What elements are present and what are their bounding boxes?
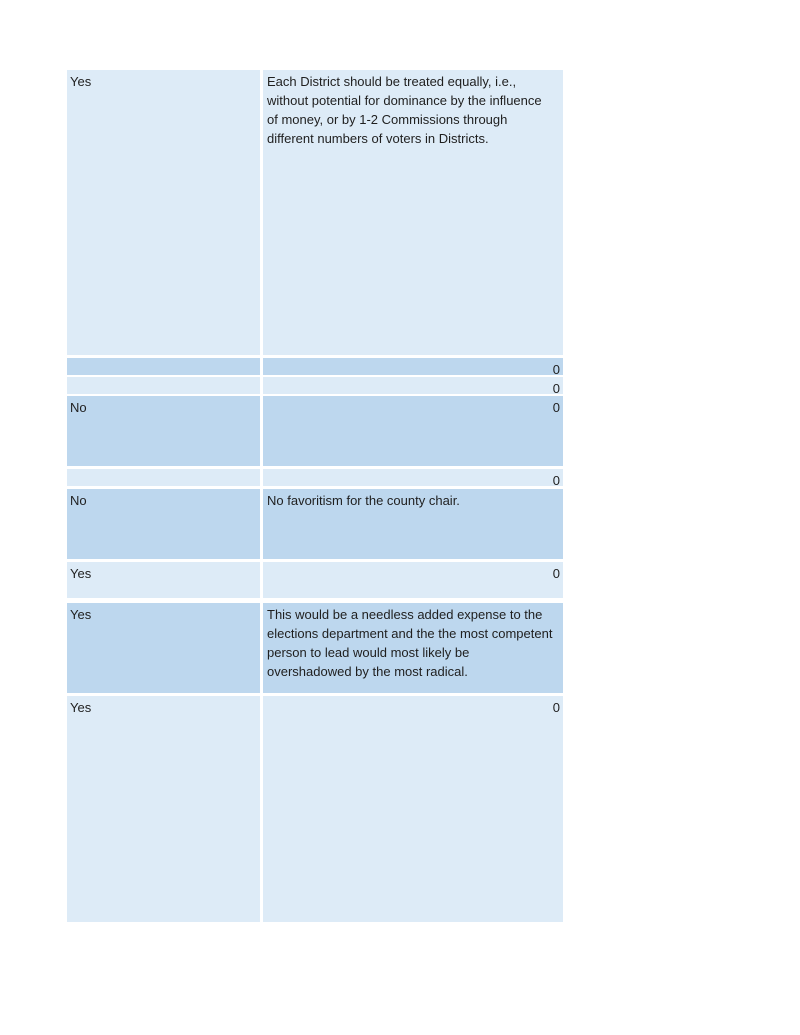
table-row <box>67 696 563 922</box>
cell-comment[interactable] <box>263 396 563 466</box>
comment-text: Each District should be treated equally, i.e., without potential for dominance by the influence of money, or by 1-2 Commissions through different numbers of voters in Districts. <box>267 74 542 146</box>
cell-value: 0 <box>552 700 560 715</box>
table-row <box>67 396 563 466</box>
table-row <box>67 489 563 559</box>
cell-comment[interactable] <box>263 562 563 598</box>
table-row <box>67 469 563 486</box>
table-row <box>67 358 563 375</box>
cell-response[interactable] <box>67 377 260 394</box>
cell-comment[interactable] <box>263 603 563 693</box>
cell-response[interactable]: Yes <box>67 70 260 355</box>
cell-comment[interactable] <box>263 358 563 375</box>
spreadsheet-table <box>67 70 563 922</box>
cell-comment[interactable] <box>263 696 563 922</box>
cell-comment[interactable] <box>263 70 563 355</box>
cell-response[interactable]: Yes <box>67 603 260 693</box>
comment-text: This would be a needless added expense to the elections department and the the most competent person to lead would most likely be overshadowed by the most radical. <box>267 607 553 679</box>
cell-response[interactable]: Yes <box>67 696 260 922</box>
cell-response[interactable]: No <box>67 396 260 466</box>
table-row <box>67 377 563 394</box>
table-row <box>67 562 563 598</box>
comment-text: No favoritism for the county chair. <box>267 493 460 508</box>
cell-value: 0 <box>552 400 560 415</box>
cell-response[interactable]: Yes <box>67 562 260 598</box>
table-row <box>67 70 563 355</box>
cell-response[interactable]: No <box>67 489 260 559</box>
cell-comment[interactable] <box>263 489 563 559</box>
table-row <box>67 603 563 693</box>
cell-value: 0 <box>552 381 560 394</box>
cell-value: 0 <box>552 566 560 581</box>
cell-value: 0 <box>552 362 560 375</box>
cell-value: 0 <box>552 473 560 486</box>
cell-comment[interactable] <box>263 469 563 486</box>
cell-response[interactable] <box>67 358 260 375</box>
cell-response[interactable] <box>67 469 260 486</box>
cell-comment[interactable] <box>263 377 563 394</box>
